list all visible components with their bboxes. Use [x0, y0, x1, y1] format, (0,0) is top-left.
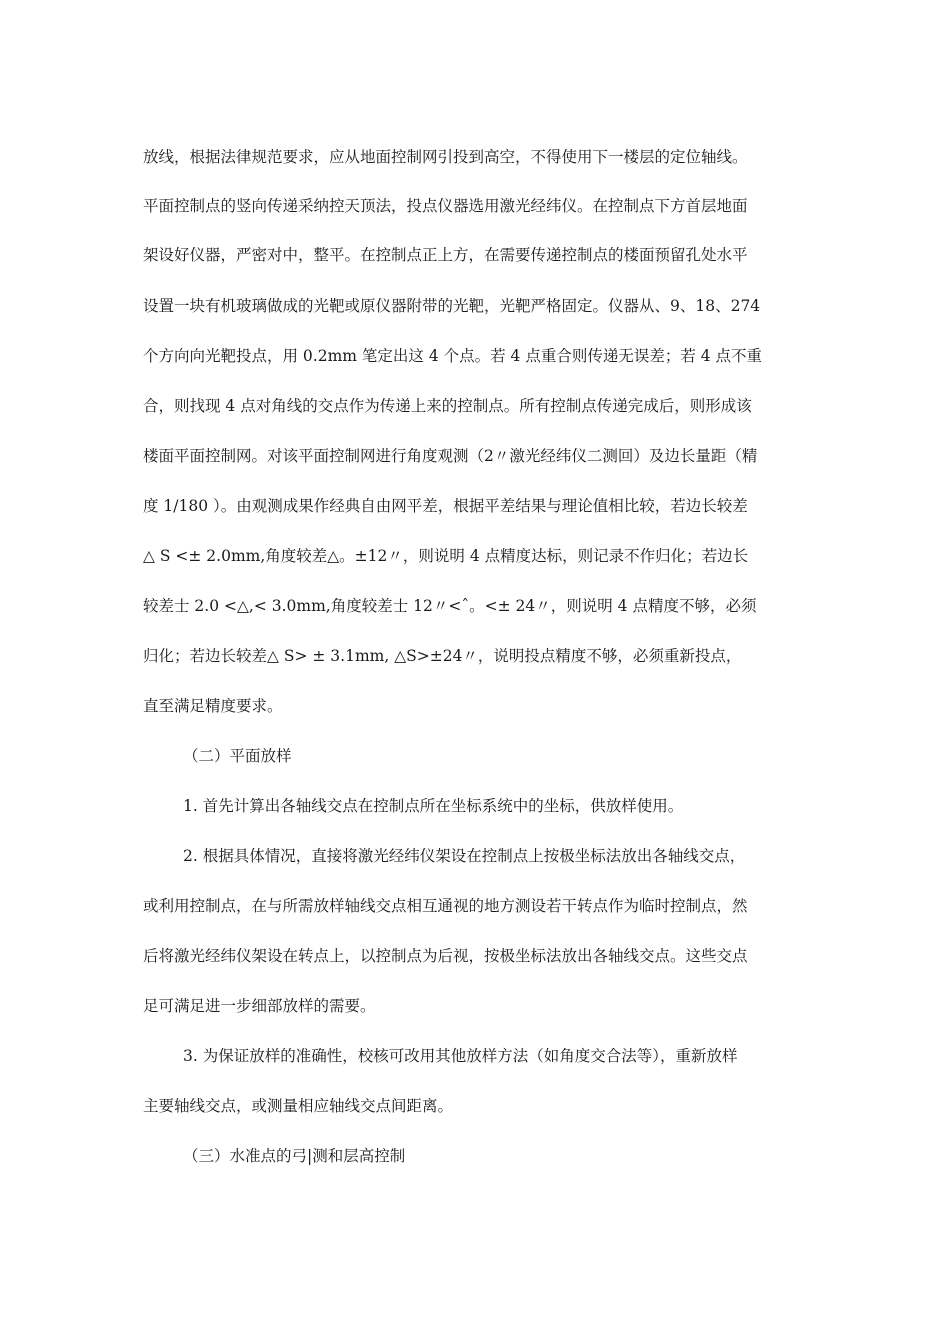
paragraph-line: 设置一块有机玻璃做成的光靶或原仪器附带的光靶，光靶严格固定。仪器从、9、18、274 [143, 297, 761, 315]
list-item: 3. 为保证放样的准确性，校核可改用其他放样方法（如角度交合法等），重新放样 [183, 1047, 738, 1065]
paragraph-line: 足可满足进一步细部放样的需要。 [143, 997, 376, 1015]
list-item: 1. 首先计算出各轴线交点在控制点所在坐标系统中的坐标，供放样使用。 [183, 797, 684, 815]
paragraph-line: 个方向向光靶投点，用 0.2mm 笔定出这 4 个点。若 4 点重合则传递无误差；若 4 点不重 [143, 347, 763, 365]
paragraph-line: 放线，根据法律规范要求，应从地面控制网引投到高空，不得使用下一楼层的定位轴线。 [143, 148, 748, 166]
paragraph-line: 后将激光经纬仪架设在转点上，以控制点为后视，按极坐标法放出各轴线交点。这些交点 [143, 947, 748, 965]
paragraph-line: 归化；若边长较差△ S> ± 3.1mm, △S>±24〃，说明投点精度不够，必须重新投点， [143, 647, 742, 665]
paragraph-line: 较差士 2.0 <△,< 3.0mm,角度较差士 12〃<ˆ。<± 24〃，则说明 4 点精度不够，必须 [143, 597, 757, 615]
paragraph-line: 直至满足精度要求。 [143, 697, 283, 715]
paragraph-line: 平面控制点的竖向传递采纳控天顶法，投点仪器选用激光经纬仪。在控制点下方首层地面 [143, 197, 748, 215]
paragraph-line: 合，则找现 4 点对角线的交点作为传递上来的控制点。所有控制点传递完成后，则形成该 [143, 397, 752, 415]
paragraph-line: △ S <± 2.0mm,角度较差△。±12〃，则说明 4 点精度达标，则记录不作归化；若边长 [143, 547, 749, 565]
paragraph-line: 架设好仪器，严密对中，整平。在控制点正上方，在需要传递控制点的楼面预留孔处水平 [143, 246, 748, 264]
list-item: 2. 根据具体情况，直接将激光经纬仪架设在控制点上按极坐标法放出各轴线交点， [183, 847, 746, 865]
section-heading: （三）水准点的弓|测和层高控制 [183, 1147, 406, 1165]
paragraph-line: 度 1/180 ）。由观测成果作经典自由网平差，根据平差结果与理论值相比较，若边长较差 [143, 497, 748, 515]
paragraph-line: 主要轴线交点，或测量相应轴线交点间距离。 [143, 1097, 454, 1115]
section-heading: （二）平面放样 [183, 747, 292, 765]
paragraph-line: 楼面平面控制网。对该平面控制网进行角度观测（2〃激光经纬仪二测回）及边长量距（精 [143, 447, 758, 465]
paragraph-line: 或利用控制点，在与所需放样轴线交点相互通视的地方测设若干转点作为临时控制点，然 [143, 897, 748, 915]
